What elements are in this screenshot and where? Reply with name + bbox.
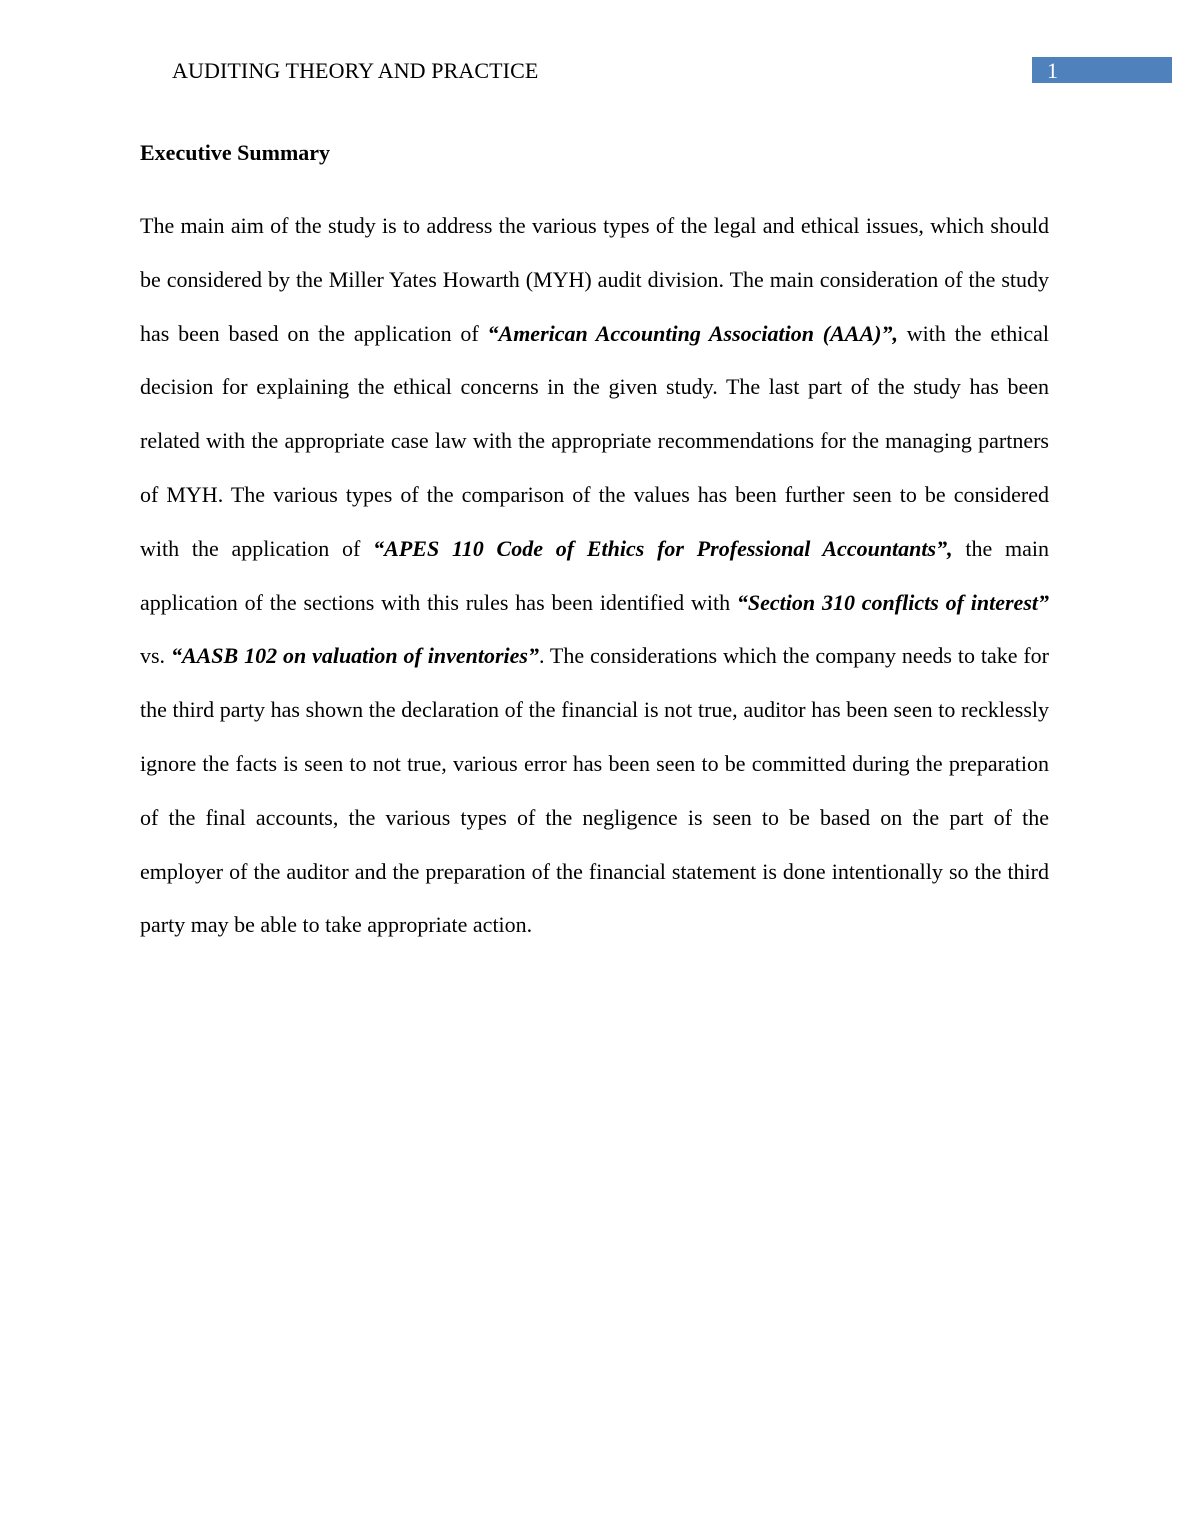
paragraph-text-segment: The main aim of the study is to address the various types of the legal and ethical issues, which should be considered by the Miller Yates Howarth (MYH) audit division. The main consideration of the study has been based on the application of — [140, 213, 1049, 346]
page-number-box — [1032, 57, 1172, 83]
paragraph-text-segment: with the ethical decision for explaining the ethical concerns in the given study. The last part of the study has been related with the appropriate case law with the appropriate recommendations for the managing partners of MYH. The various types of the comparison of the values has been further seen to be considered with the application of — [140, 320, 1049, 561]
paragraph-emphasis-section-310: “Section 310 conflicts of interest” — [736, 589, 1049, 615]
paragraph-text-segment: the main application of the sections with this rules has been identified with — [140, 535, 1049, 615]
paragraph-text-segment: . The considerations which the company needs to take for the third party has shown the declaration of the financial is not true, auditor has been seen to recklessly ignore the facts is seen to not true, various error has been seen to be committed during the preparation of the final accounts, the various types of the negligence is seen to be based on the part of the employer of the auditor and the preparation of the financial statement is done intentionally so the third party may be able to take appropriate action. — [140, 643, 1050, 938]
paragraph-emphasis-aaa: “American Accounting Association (AAA)”, — [487, 320, 898, 346]
section-heading: Executive Summary — [140, 140, 331, 165]
executive-summary-paragraph — [140, 199, 1049, 952]
paragraph-emphasis-aasb-102: “AASB 102 on valuation of inventories” — [170, 643, 539, 669]
running-header-title: AUDITING THEORY AND PRACTICE — [172, 58, 539, 83]
page-number: 1 — [1047, 58, 1058, 83]
paragraph-text-segment: vs. — [140, 643, 171, 669]
paragraph-emphasis-apes-110: “APES 110 Code of Ethics for Professional Accountants”, — [373, 535, 953, 561]
